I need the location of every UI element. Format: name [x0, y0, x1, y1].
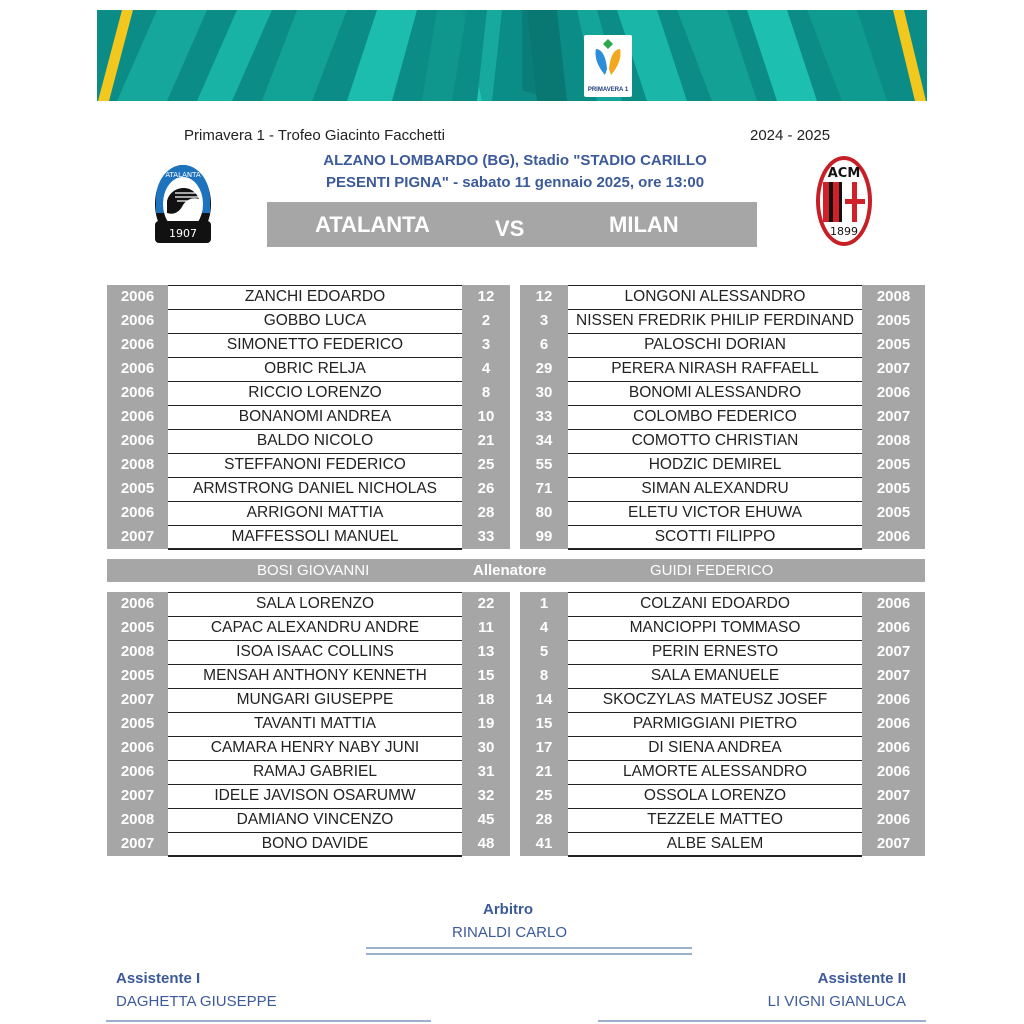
- player-row: [0, 832, 1024, 856]
- shirt-number: 10: [462, 405, 510, 429]
- player-name: TAVANTI MATTIA: [168, 712, 462, 736]
- shirt-number: 14: [520, 688, 568, 712]
- shirt-number: 8: [520, 664, 568, 688]
- birth-year: 2005: [862, 477, 925, 501]
- player-name: PERIN ERNESTO: [568, 640, 862, 664]
- player-row: [0, 477, 1024, 501]
- player-row: [0, 712, 1024, 736]
- shirt-number: 18: [462, 688, 510, 712]
- shirt-number: 55: [520, 453, 568, 477]
- shirt-number: 5: [520, 640, 568, 664]
- player-row: [0, 333, 1024, 357]
- match-title-bar: [267, 202, 757, 247]
- player-row: [0, 784, 1024, 808]
- table-bottom-border: [568, 855, 862, 857]
- player-name: IDELE JAVISON OSARUMW: [168, 784, 462, 808]
- season-label: 2024 - 2025: [750, 127, 831, 144]
- player-row: [0, 525, 1024, 549]
- player-name: ZANCHI EDOARDO: [168, 285, 462, 309]
- referee-line-2: [366, 953, 692, 955]
- shirt-number: 99: [520, 525, 568, 549]
- shirt-number: 71: [520, 477, 568, 501]
- birth-year: 2006: [107, 381, 168, 405]
- shirt-number: 8: [462, 381, 510, 405]
- player-name: TEZZELE MATTEO: [568, 808, 862, 832]
- birth-year: 2006: [862, 712, 925, 736]
- birth-year: 2005: [107, 616, 168, 640]
- player-name: LAMORTE ALESSANDRO: [568, 760, 862, 784]
- primavera-logo: [584, 35, 632, 97]
- shirt-number: 15: [520, 712, 568, 736]
- birth-year: 2006: [862, 381, 925, 405]
- shirt-number: 33: [520, 405, 568, 429]
- birth-year: 2006: [862, 616, 925, 640]
- player-name: PALOSCHI DORIAN: [568, 333, 862, 357]
- player-name: SIMONETTO FEDERICO: [168, 333, 462, 357]
- player-row: [0, 357, 1024, 381]
- birth-year: 2006: [862, 736, 925, 760]
- assistant2-line: [598, 1020, 926, 1022]
- player-row: [0, 592, 1024, 616]
- birth-year: 2005: [107, 712, 168, 736]
- player-name: PARMIGGIANI PIETRO: [568, 712, 862, 736]
- birth-year: 2007: [862, 405, 925, 429]
- birth-year: 2007: [107, 688, 168, 712]
- birth-year: 2007: [107, 832, 168, 856]
- assistant1-name: DAGHETTA GIUSEPPE: [116, 993, 277, 1010]
- shirt-number: 30: [520, 381, 568, 405]
- birth-year: 2006: [862, 688, 925, 712]
- birth-year: 2005: [107, 477, 168, 501]
- atalanta-crest-icon: [153, 163, 213, 250]
- referee-line-1: [366, 947, 692, 949]
- player-name: COLOMBO FEDERICO: [568, 405, 862, 429]
- player-row: [0, 640, 1024, 664]
- referee-name: RINALDI CARLO: [452, 924, 568, 941]
- player-name: RICCIO LORENZO: [168, 381, 462, 405]
- shirt-number: 28: [520, 808, 568, 832]
- birth-year: 2006: [107, 736, 168, 760]
- player-name: RAMAJ GABRIEL: [168, 760, 462, 784]
- shirt-number: 48: [462, 832, 510, 856]
- birth-year: 2006: [107, 309, 168, 333]
- player-name: NISSEN FREDRIK PHILIP FERDINAND: [568, 309, 862, 333]
- competition-banner: [97, 10, 927, 101]
- player-row: [0, 664, 1024, 688]
- home-coach: BOSI GIOVANNI: [257, 562, 370, 579]
- shirt-number: 1: [520, 592, 568, 616]
- birth-year: 2006: [107, 592, 168, 616]
- shirt-number: 19: [462, 712, 510, 736]
- birth-year: 2007: [862, 640, 925, 664]
- shirt-number: 4: [520, 616, 568, 640]
- player-name: ALBE SALEM: [568, 832, 862, 856]
- vs-label: VS: [495, 216, 525, 241]
- venue-line-2: PESENTI PIGNA" - sabato 11 gennaio 2025, ore 13:00: [325, 174, 705, 191]
- player-name: CAMARA HENRY NABY JUNI: [168, 736, 462, 760]
- shirt-number: 25: [462, 453, 510, 477]
- shirt-number: 4: [462, 357, 510, 381]
- shirt-number: 15: [462, 664, 510, 688]
- primavera-logo-text: PRIMAVERA 1: [587, 87, 629, 93]
- shirt-number: 13: [462, 640, 510, 664]
- player-row: [0, 736, 1024, 760]
- svg-text:1899: 1899: [830, 225, 858, 238]
- birth-year: 2006: [862, 525, 925, 549]
- birth-year: 2006: [107, 760, 168, 784]
- shirt-number: 21: [462, 429, 510, 453]
- shirt-number: 12: [520, 285, 568, 309]
- player-name: MANCIOPPI TOMMASO: [568, 616, 862, 640]
- birth-year: 2006: [107, 429, 168, 453]
- birth-year: 2006: [107, 285, 168, 309]
- player-name: MAFFESSOLI MANUEL: [168, 525, 462, 549]
- primavera-trophy-icon: [584, 35, 632, 85]
- birth-year: 2005: [862, 453, 925, 477]
- player-name: PERERA NIRASH RAFFAELL: [568, 357, 862, 381]
- birth-year: 2007: [862, 784, 925, 808]
- player-name: OSSOLA LORENZO: [568, 784, 862, 808]
- player-name: ARRIGONI MATTIA: [168, 501, 462, 525]
- player-name: ISOA ISAAC COLLINS: [168, 640, 462, 664]
- player-row: [0, 616, 1024, 640]
- player-name: ARMSTRONG DANIEL NICHOLAS: [168, 477, 462, 501]
- player-name: ELETU VICTOR EHUWA: [568, 501, 862, 525]
- player-name: HODZIC DEMIREL: [568, 453, 862, 477]
- birth-year: 2005: [862, 501, 925, 525]
- shirt-number: 45: [462, 808, 510, 832]
- shirt-number: 41: [520, 832, 568, 856]
- birth-year: 2007: [862, 357, 925, 381]
- svg-text:ACM: ACM: [827, 166, 861, 181]
- away-coach: GUIDI FEDERICO: [650, 562, 774, 579]
- birth-year: 2006: [107, 357, 168, 381]
- player-name: COLZANI EDOARDO: [568, 592, 862, 616]
- player-name: STEFFANONI FEDERICO: [168, 453, 462, 477]
- player-name: GOBBO LUCA: [168, 309, 462, 333]
- shirt-number: 3: [520, 309, 568, 333]
- assistant2-label: Assistente II: [817, 970, 906, 987]
- birth-year: 2007: [107, 784, 168, 808]
- birth-year: 2008: [107, 453, 168, 477]
- shirt-number: 29: [520, 357, 568, 381]
- birth-year: 2006: [862, 592, 925, 616]
- competition-title: Primavera 1 - Trofeo Giacinto Facchetti: [184, 127, 445, 144]
- shirt-number: 3: [462, 333, 510, 357]
- shirt-number: 21: [520, 760, 568, 784]
- player-name: BONANOMI ANDREA: [168, 405, 462, 429]
- shirt-number: 33: [462, 525, 510, 549]
- player-name: SCOTTI FILIPPO: [568, 525, 862, 549]
- player-row: [0, 453, 1024, 477]
- player-name: CAPAC ALEXANDRU ANDRE: [168, 616, 462, 640]
- player-name: OBRIC RELJA: [168, 357, 462, 381]
- shirt-number: 26: [462, 477, 510, 501]
- player-name: SALA EMANUELE: [568, 664, 862, 688]
- player-name: SALA LORENZO: [168, 592, 462, 616]
- shirt-number: 25: [520, 784, 568, 808]
- player-row: [0, 405, 1024, 429]
- banner-stripes-graphic: [97, 10, 927, 101]
- away-team-name: MILAN: [609, 212, 679, 237]
- assistant2-name: LI VIGNI GIANLUCA: [767, 993, 906, 1010]
- shirt-number: 2: [462, 309, 510, 333]
- birth-year: 2008: [107, 808, 168, 832]
- birth-year: 2008: [862, 429, 925, 453]
- player-name: COMOTTO CHRISTIAN: [568, 429, 862, 453]
- assistant1-label: Assistente I: [116, 970, 201, 987]
- player-name: MUNGARI GIUSEPPE: [168, 688, 462, 712]
- shirt-number: 31: [462, 760, 510, 784]
- shirt-number: 22: [462, 592, 510, 616]
- birth-year: 2005: [107, 664, 168, 688]
- birth-year: 2006: [107, 501, 168, 525]
- shirt-number: 6: [520, 333, 568, 357]
- player-name: BONOMI ALESSANDRO: [568, 381, 862, 405]
- birth-year: 2005: [862, 309, 925, 333]
- player-name: DAMIANO VINCENZO: [168, 808, 462, 832]
- shirt-number: 30: [462, 736, 510, 760]
- shirt-number: 80: [520, 501, 568, 525]
- referee-label: Arbitro: [483, 901, 533, 918]
- shirt-number: 11: [462, 616, 510, 640]
- player-row: [0, 688, 1024, 712]
- birth-year: 2005: [862, 333, 925, 357]
- birth-year: 2007: [862, 832, 925, 856]
- shirt-number: 34: [520, 429, 568, 453]
- player-row: [0, 760, 1024, 784]
- shirt-number: 32: [462, 784, 510, 808]
- player-row: [0, 285, 1024, 309]
- player-name: SIMAN ALEXANDRU: [568, 477, 862, 501]
- player-name: LONGONI ALESSANDRO: [568, 285, 862, 309]
- svg-text:1907: 1907: [169, 227, 197, 240]
- birth-year: 2007: [862, 664, 925, 688]
- player-row: [0, 429, 1024, 453]
- assistant1-line: [106, 1020, 431, 1022]
- player-name: DI SIENA ANDREA: [568, 736, 862, 760]
- birth-year: 2006: [107, 405, 168, 429]
- birth-year: 2006: [862, 760, 925, 784]
- venue-line-1: ALZANO LOMBARDO (BG), Stadio "STADIO CARILLO: [323, 152, 707, 169]
- player-name: BONO DAVIDE: [168, 832, 462, 856]
- player-row: [0, 501, 1024, 525]
- birth-year: 2006: [107, 333, 168, 357]
- coach-bar: [107, 559, 925, 582]
- birth-year: 2006: [862, 808, 925, 832]
- player-name: MENSAH ANTHONY KENNETH: [168, 664, 462, 688]
- player-row: [0, 309, 1024, 333]
- player-name: BALDO NICOLO: [168, 429, 462, 453]
- venue-info: [290, 150, 740, 194]
- shirt-number: 12: [462, 285, 510, 309]
- shirt-number: 17: [520, 736, 568, 760]
- home-team-name: ATALANTA: [315, 212, 430, 237]
- svg-text:ATALANTA: ATALANTA: [165, 171, 201, 179]
- birth-year: 2007: [107, 525, 168, 549]
- milan-crest-icon: [815, 155, 873, 252]
- birth-year: 2008: [862, 285, 925, 309]
- birth-year: 2008: [107, 640, 168, 664]
- table-bottom-border: [568, 548, 862, 550]
- coach-label: Allenatore: [473, 562, 547, 579]
- player-row: [0, 808, 1024, 832]
- shirt-number: 28: [462, 501, 510, 525]
- player-row: [0, 381, 1024, 405]
- player-name: SKOCZYLAS MATEUSZ JOSEF: [568, 688, 862, 712]
